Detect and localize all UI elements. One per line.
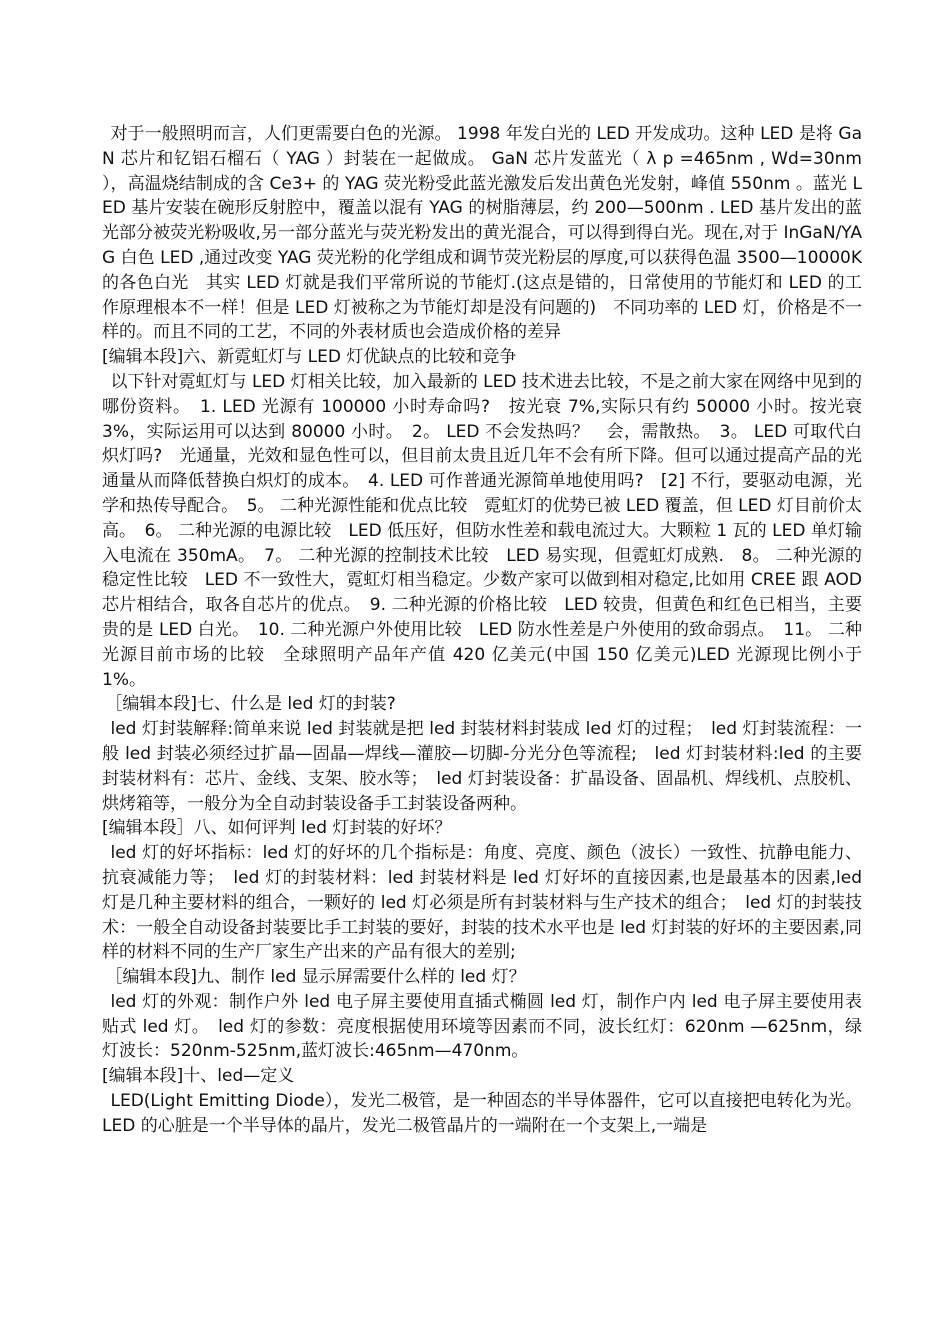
- paragraph-led-definition: LED(Light Emitting Diode），发光二极管，是一种固态的半导体器件，它可以直接把电转化为光。LED 的心脏是一个半导体的晶片，发光二极管晶片的一端附在一个支架上,一端是: [102, 1091, 862, 1136]
- paragraph-neon-vs-led: 以下针对霓虹灯与 LED 灯相关比较，加入最新的 LED 技术进去比较，不是之前大家在网络中见到的哪份资料。 1. LED 光源有 100000 小时寿命吗? 按光衰 7%,实际只有约 50000 小时。按光衰 3%，实际运用可以达到 80000 小时。 2。 LED 不会发热吗？ 会，需散热。 3。 LED 可取代白炽灯吗? 光通量，光效和显色性可以，但目前太贵且近几年不会有所下降。但可以通过提高产品的光通量从而降低替换白炽灯的成本。 4. LED 可作普通光源简单地使用吗? [2] 不行，要驱动电源，光学和热传导配合。 5。 二种光源性能和优点比较 霓虹灯的优势已被 LED 覆盖，但 LED 灯目前价太高。 6。 二种光源的电源比较 LED 低压好，但防水性差和载电流过大。大颗粒 1 瓦的 LED 单灯输入电流在 350mA。 7。 二种光源的控制技术比较 LED 易实现，但霓虹灯成熟. 8。 二种光源的稳定性比较 LED 不一致性大，霓虹灯相当稳定。少数产家可以做到相对稳定,比如用 CREE 跟 AOD 芯片相结合，取各自芯片的优点。 9. 二种光源的价格比较 LED 较贵，但黄色和红色已相当，主要贵的是 LED 白光。 10. 二种光源户外使用比较 LED 防水性差是户外使用的致命弱点。 11。 二种光源目前市场的比较 全球照明产品年产值 420 亿美元(中国 150 亿美元)LED 光源现比例小于 1%。: [102, 371, 862, 690]
- document-page: [102, 122, 862, 1139]
- paragraph-led-packaging: led 灯封装解释:简单来说 led 封装就是把 led 封装材料封装成 led 灯的过程； led 灯封装流程：一般 led 封装必须经过扩晶—固晶—焊线—灌胶—切脚-分光分色等流程; led 灯封装材料:led 的主要封装材料有：芯片、金线、支架、胶水等； led 灯封装设备：扩晶设备、固晶机、焊线机、点胶机、烘烤箱等，一般分为全自动封装设备手工封装设备两种。: [102, 719, 862, 814]
- section-heading-8: [编辑本段］八、如何评判 led 灯封装的好坏？: [102, 818, 452, 839]
- section-heading-9: ［编辑本段]九、制作 led 显示屏需要什么样的 led 灯？: [105, 967, 526, 988]
- paragraph-white-led: 对于一般照明而言，人们更需要白色的光源。 1998 年发白光的 LED 开发成功。这种 LED 是将 GaN 芯片和钇铝石榴石（ YAG ）封装在一起做成。 GaN 芯片发蓝光（ λ p =465nm , Wd=30nm ），高温烧结制成的含 Ce3+ 的 YAG 荧光粉受此蓝光激发后发出黄色光发射，峰值 550nm 。蓝光 LED 基片安装在碗形反射腔中，覆盖以混有 YAG 的树脂薄层，约 200—500nm . LED 基片发出的蓝光部分被荧光粉吸收,另一部分蓝光与荧光粉发出的黄光混合，可以得到得白光。现在,对于 InGaN/YAG 白色 LED ,通过改变 YAG 荧光粉的化学组成和调节荧光粉层的厚度,可以获得色温 3500—10000K 的各色白光 其实 LED 灯就是我们平常所说的节能灯.(这点是错的，日常使用的节能灯和 LED 的工作原理根本不一样！但是 LED 灯被称之为节能灯却是没有问题的) 不同功率的 LED 灯，价格是不一样的。而且不同的工艺，不同的外表材质也会造成价格的差异: [102, 124, 862, 343]
- paragraph-display-led: led 灯的外观：制作户外 led 电子屏主要使用直插式椭圆 led 灯，制作户内 led 电子屏主要使用表贴式 led 灯。 led 灯的参数：亮度根据使用环境等因素而不同，波长红灯：620nm —625nm，绿灯波长：520nm-525nm,蓝灯波长:465nm—470nm。: [102, 991, 862, 1062]
- section-heading-6: [编辑本段]六、新霓虹灯与 LED 灯优缺点的比较和竞争: [102, 347, 517, 368]
- paragraph-packaging-quality: led 灯的好坏指标：led 灯的好坏的几个指标是：角度、亮度、颜色（波长）一致性、抗静电能力、抗衰减能力等； led 灯的封装材料：led 封装材料是 led 灯好坏的直接因素,也是最基本的因素,led 灯是几种主要材料的组合，一颗好的 led 灯必须是所有封装材料与生产技术的组合； led 灯的封装技术：一般全自动设备封装要比手工封装的要好，封装的技术水平也是 led 灯封装的好坏的主要因素,同样的材料不同的生产厂家生产出来的产品有很大的差别;: [102, 843, 862, 963]
- section-heading-10: [编辑本段]十、led—定义: [102, 1066, 295, 1087]
- section-heading-7: ［编辑本段]七、什么是 led 灯的封装?: [105, 694, 396, 715]
